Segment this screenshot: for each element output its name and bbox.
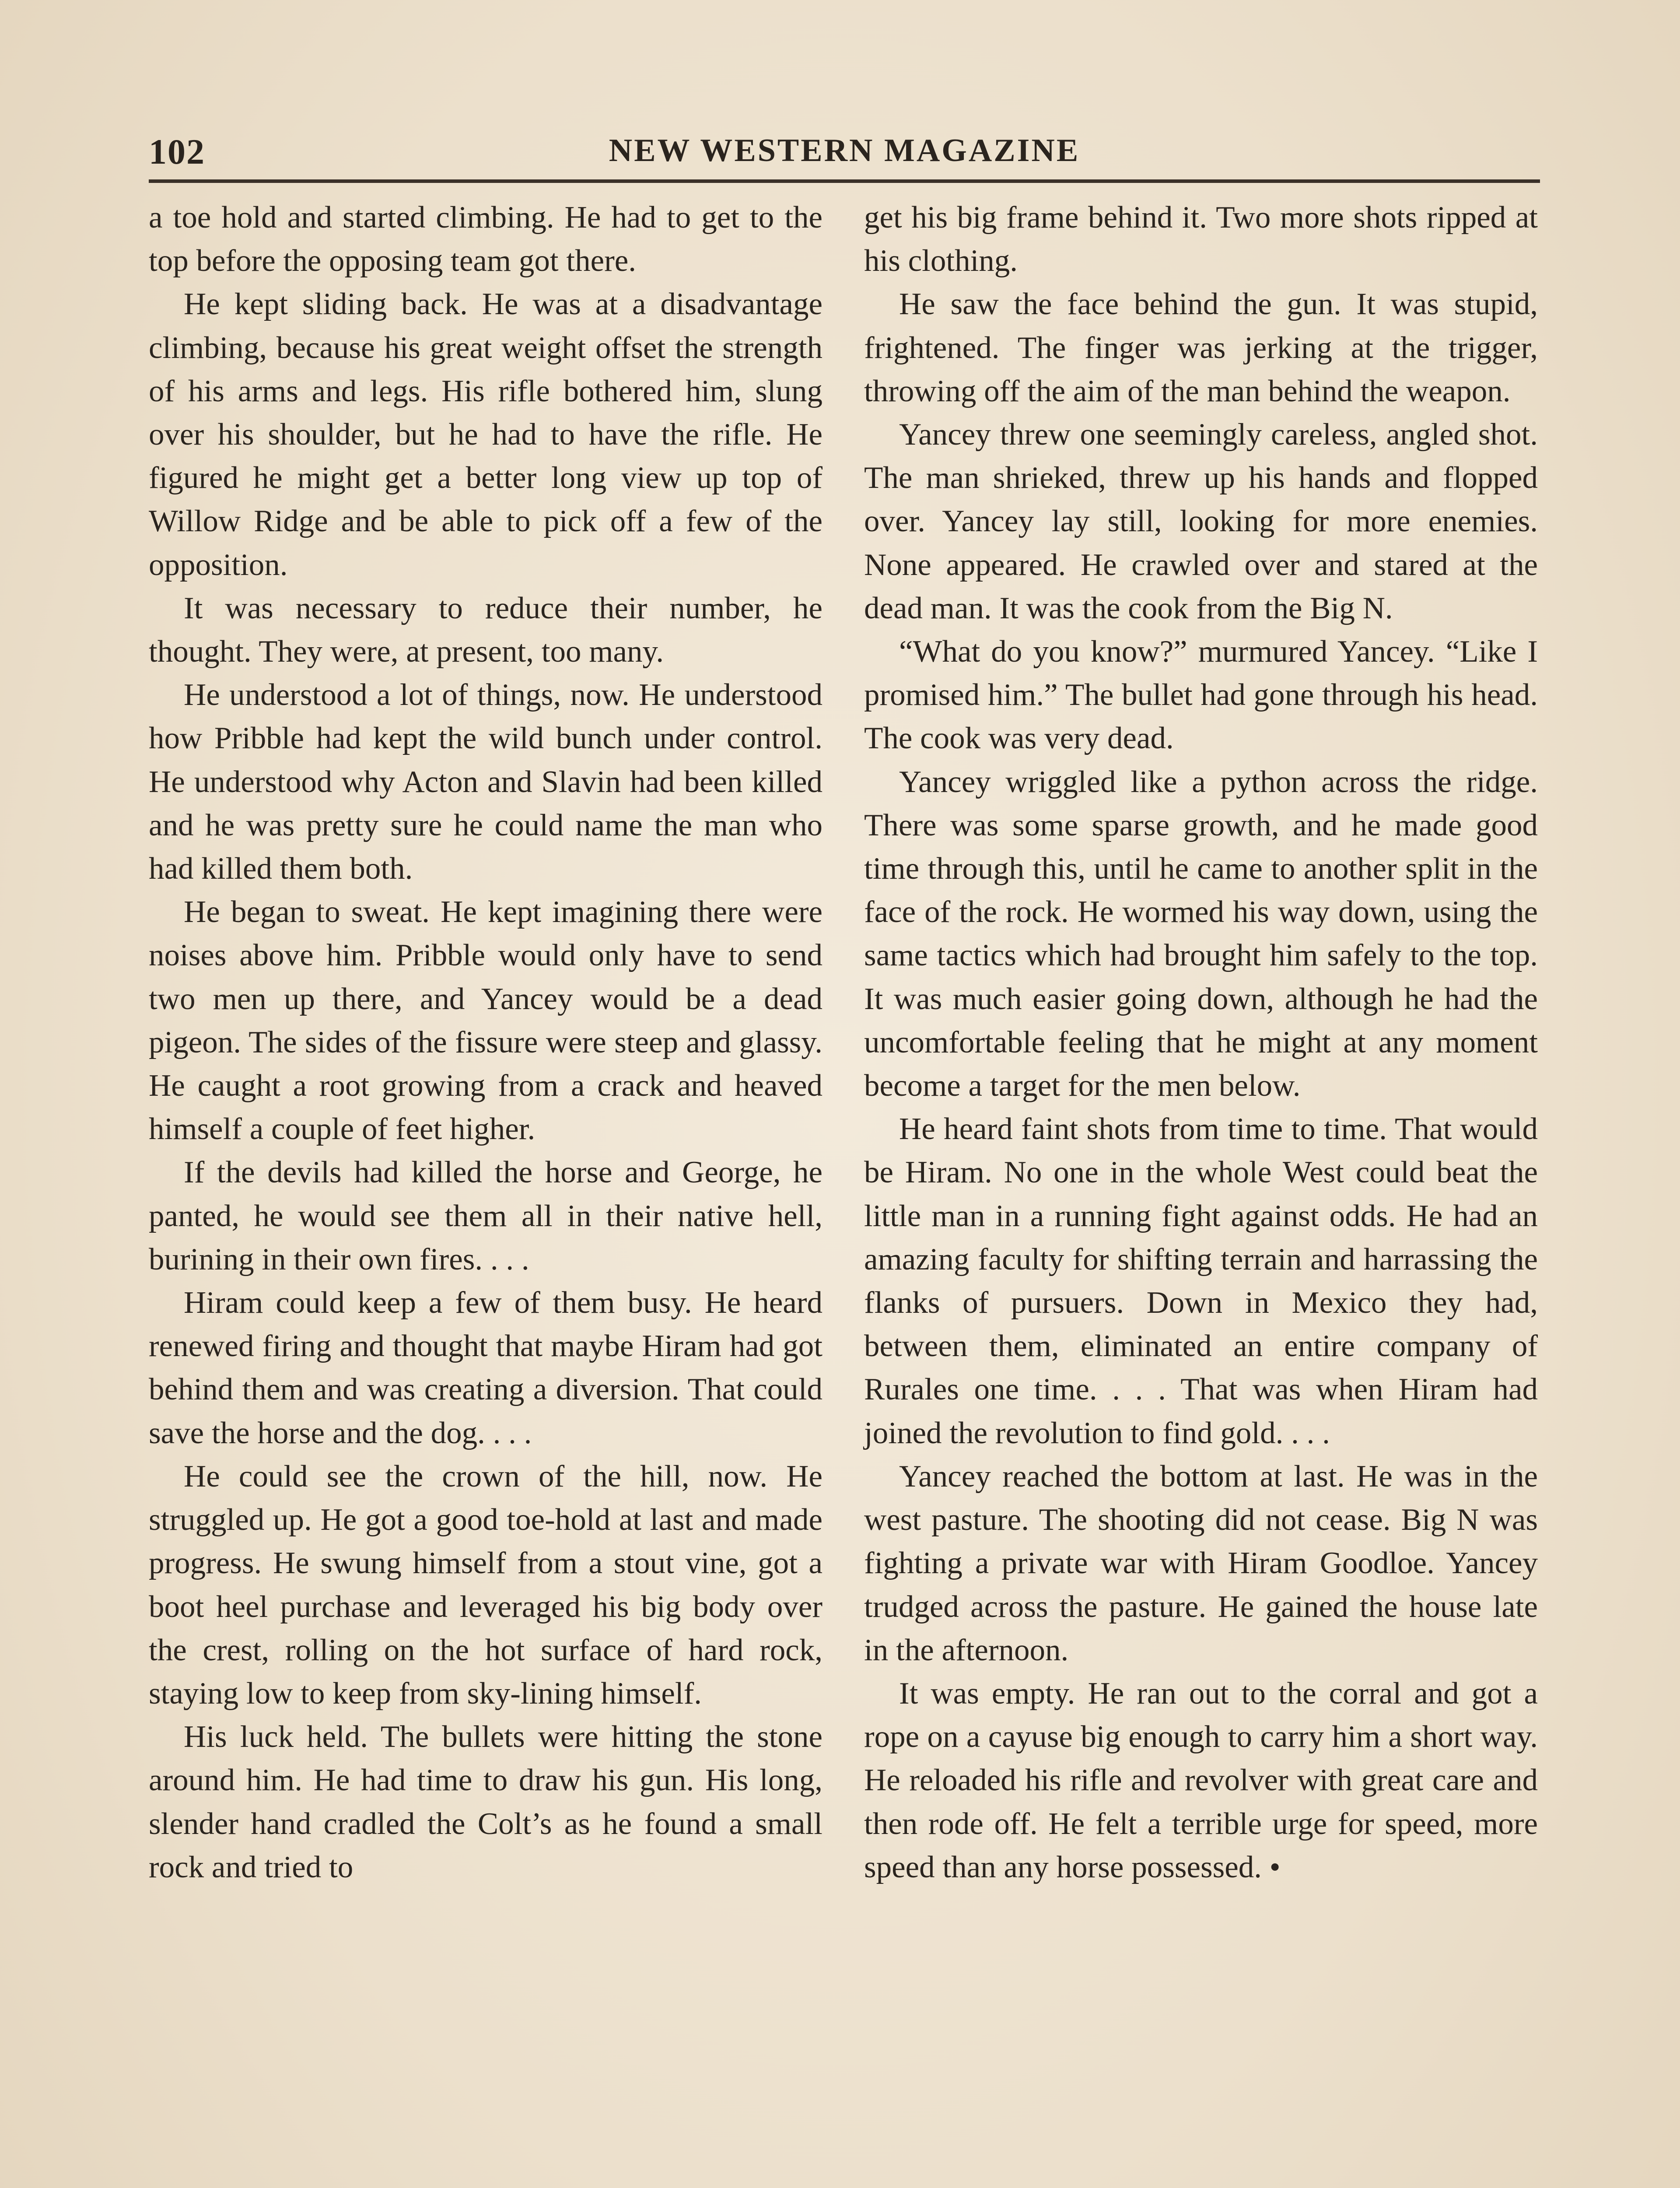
paragraph: Yancey wriggled like a python across the ridge. There was some sparse growth, and he made good time through this, until he came to another split in the face of the rock. He wormed his way down, using the same tactics which had brought him safely to the top. It was much easier going down, although he had the uncomfortable feeling that he might at any moment become a target for the men below. [864, 764, 1538, 1103]
paragraph: He could see the crown of the hill, now. He struggled up. He got a good toe-hold at last and made progress. He swung himself from a stout vine, got a boot heel purchase and leveraged his big body over the crest, rolling on the hot surface of hard rock, staying low to keep from sky-lining himself. [149, 1459, 822, 1711]
left-column [149, 196, 822, 1889]
paragraph: get his big frame behind it. Two more shots ripped at his clothing. [864, 200, 1538, 278]
magazine-title: NEW WESTERN MAGAZINE [609, 133, 1080, 168]
paragraph: “What do you know?” murmured Yancey. “Like I promised him.” The bullet had gone through his head. The cook was very dead. [864, 635, 1538, 756]
page-number: 102 [149, 132, 205, 172]
paragraph: His luck held. The bullets were hitting the stone around him. He had time to draw his gun. His long, slender hand cradled the Colt’s as he found a small rock and tried to [149, 1720, 822, 1884]
paragraph: He kept sliding back. He was at a disadvantage climbing, because his great weight offset the strength of his arms and legs. His rifle bothered him, slung over his shoulder, but he had to have the rifle. He figured he might get a better long view up top of Willow Ridge and be able to pick off a few of the opposition. [149, 287, 822, 582]
page-header [149, 127, 1540, 183]
paragraph: It was necessary to reduce their number, he thought. They were, at present, too many. [149, 591, 822, 669]
paragraph: He heard faint shots from time to time. That would be Hiram. No one in the whole West could beat the little man in a running fight against odds. He had an amazing faculty for shifting terrain and harrassing the flanks of pursuers. Down in Mexico they had, between them, eliminated an entire company of Rurales one time. . . . That was when Hiram had joined the revolution to find gold. . . . [864, 1112, 1538, 1450]
paragraph: If the devils had killed the horse and George, he panted, he would see them all in their native hell, burining in their own fires. . . . [149, 1155, 822, 1276]
paragraph: Hiram could keep a few of them busy. He heard renewed firing and thought that maybe Hiram had got behind them and was creating a diversion. That could save the horse and the dog. . . . [149, 1286, 822, 1450]
paragraph: Yancey threw one seemingly careless, angled shot. The man shrieked, threw up his hands and flopped over. Yancey lay still, looking for more enemies. None appeared. He crawled over and stared at the dead man. It was the cook from the Big N. [864, 417, 1538, 625]
paragraph: He began to sweat. He kept imagining there were noises above him. Pribble would only have to send two men up there, and Yancey would be a dead pigeon. The sides of the fissure were steep and glassy. He caught a root growing from a crack and heaved himself a couple of feet higher. [149, 895, 822, 1147]
paragraph: He understood a lot of things, now. He understood how Pribble had kept the wild bunch under control. He understood why Acton and Slavin had been killed and he was pretty sure he could name the man who had killed them both. [149, 678, 822, 886]
paragraph: It was empty. He ran out to the corral and got a rope on a cayuse big enough to carry him a short way. He reloaded his rifle and revolver with great care and then rode off. He felt a terrible urge for speed, more speed than any horse possessed. • [864, 1676, 1538, 1884]
paragraph: He saw the face behind the gun. It was stupid, frightened. The finger was jerking at the trigger, throwing off the aim of the man behind the weapon. [864, 287, 1538, 408]
paragraph: a toe hold and started climbing. He had to get to the top before the opposing team got there. [149, 200, 822, 278]
paragraph: Yancey reached the bottom at last. He was in the west pasture. The shooting did not cease. Big N was fighting a private war with Hiram Goodloe. Yancey trudged across the pasture. He gained the house late in the afternoon. [864, 1459, 1538, 1667]
right-column [864, 196, 1538, 1889]
